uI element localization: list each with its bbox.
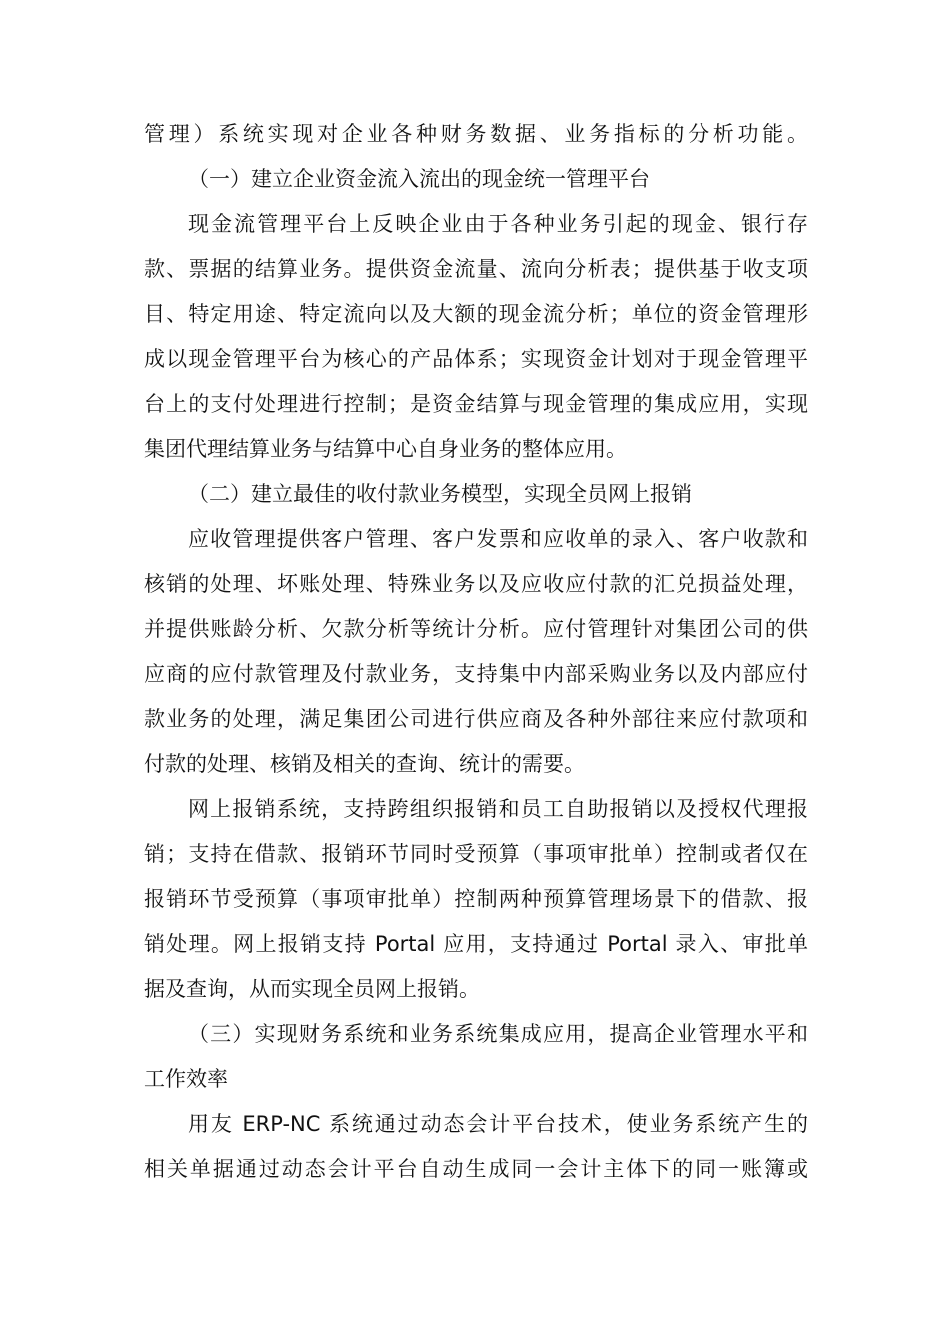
- paragraph-line: 并提供账龄分析、欠款分析等统计分析。应付管理针对集团公司的供: [144, 617, 808, 641]
- paragraph-line: 管理）系统实现对企业各种财务数据、业务指标的分析功能。: [144, 122, 808, 146]
- section-heading: （二）建立最佳的收付款业务模型，实现全员网上报销: [188, 482, 692, 506]
- paragraph-line: 成以现金管理平台为核心的产品体系；实现资金计划对于现金管理平: [144, 347, 808, 371]
- paragraph-line: 销；支持在借款、报销环节同时受预算（事项审批单）控制或者仅在: [144, 842, 808, 866]
- paragraph-line: 据及查询，从而实现全员网上报销。: [144, 977, 480, 1001]
- section-heading: （三）实现财务系统和业务系统集成应用，提高企业管理水平和: [188, 1022, 808, 1046]
- paragraph-line: 应商的应付款管理及付款业务，支持集中内部采购业务以及内部应付: [144, 662, 808, 686]
- paragraph-line: 应收管理提供客户管理、客户发票和应收单的录入、客户收款和: [188, 527, 808, 551]
- paragraph-line: 付款的处理、核销及相关的查询、统计的需要。: [144, 752, 585, 776]
- paragraph-line: 集团代理结算业务与结算中心自身业务的整体应用。: [144, 437, 627, 461]
- section-heading-continued: 工作效率: [144, 1067, 228, 1091]
- paragraph-line: 报销环节受预算（事项审批单）控制两种预算管理场景下的借款、报: [144, 887, 808, 911]
- section-heading: （一）建立企业资金流入流出的现金统一管理平台: [188, 167, 650, 191]
- paragraph-line: 台上的支付处理进行控制；是资金结算与现金管理的集成应用，实现: [144, 392, 808, 416]
- paragraph-line: 网上报销系统，支持跨组织报销和员工自助报销以及授权代理报: [188, 797, 808, 821]
- paragraph-line: 现金流管理平台上反映企业由于各种业务引起的现金、银行存: [188, 212, 808, 236]
- paragraph-line: 用友 ERP-NC 系统通过动态会计平台技术，使业务系统产生的: [188, 1112, 808, 1136]
- paragraph-line: 款业务的处理，满足集团公司进行供应商及各种外部往来应付款项和: [144, 707, 808, 731]
- paragraph-line: 核销的处理、坏账处理、特殊业务以及应收应付款的汇兑损益处理，: [144, 572, 808, 596]
- paragraph-line: 销处理。网上报销支持 Portal 应用，支持通过 Portal 录入、审批单: [144, 932, 808, 956]
- document-body: [144, 112, 808, 1192]
- paragraph-line: 目、特定用途、特定流向以及大额的现金流分析；单位的资金管理形: [144, 302, 808, 326]
- paragraph-line: 款、票据的结算业务。提供资金流量、流向分析表；提供基于收支项: [144, 257, 808, 281]
- paragraph-line: 相关单据通过动态会计平台自动生成同一会计主体下的同一账簿或: [144, 1157, 808, 1181]
